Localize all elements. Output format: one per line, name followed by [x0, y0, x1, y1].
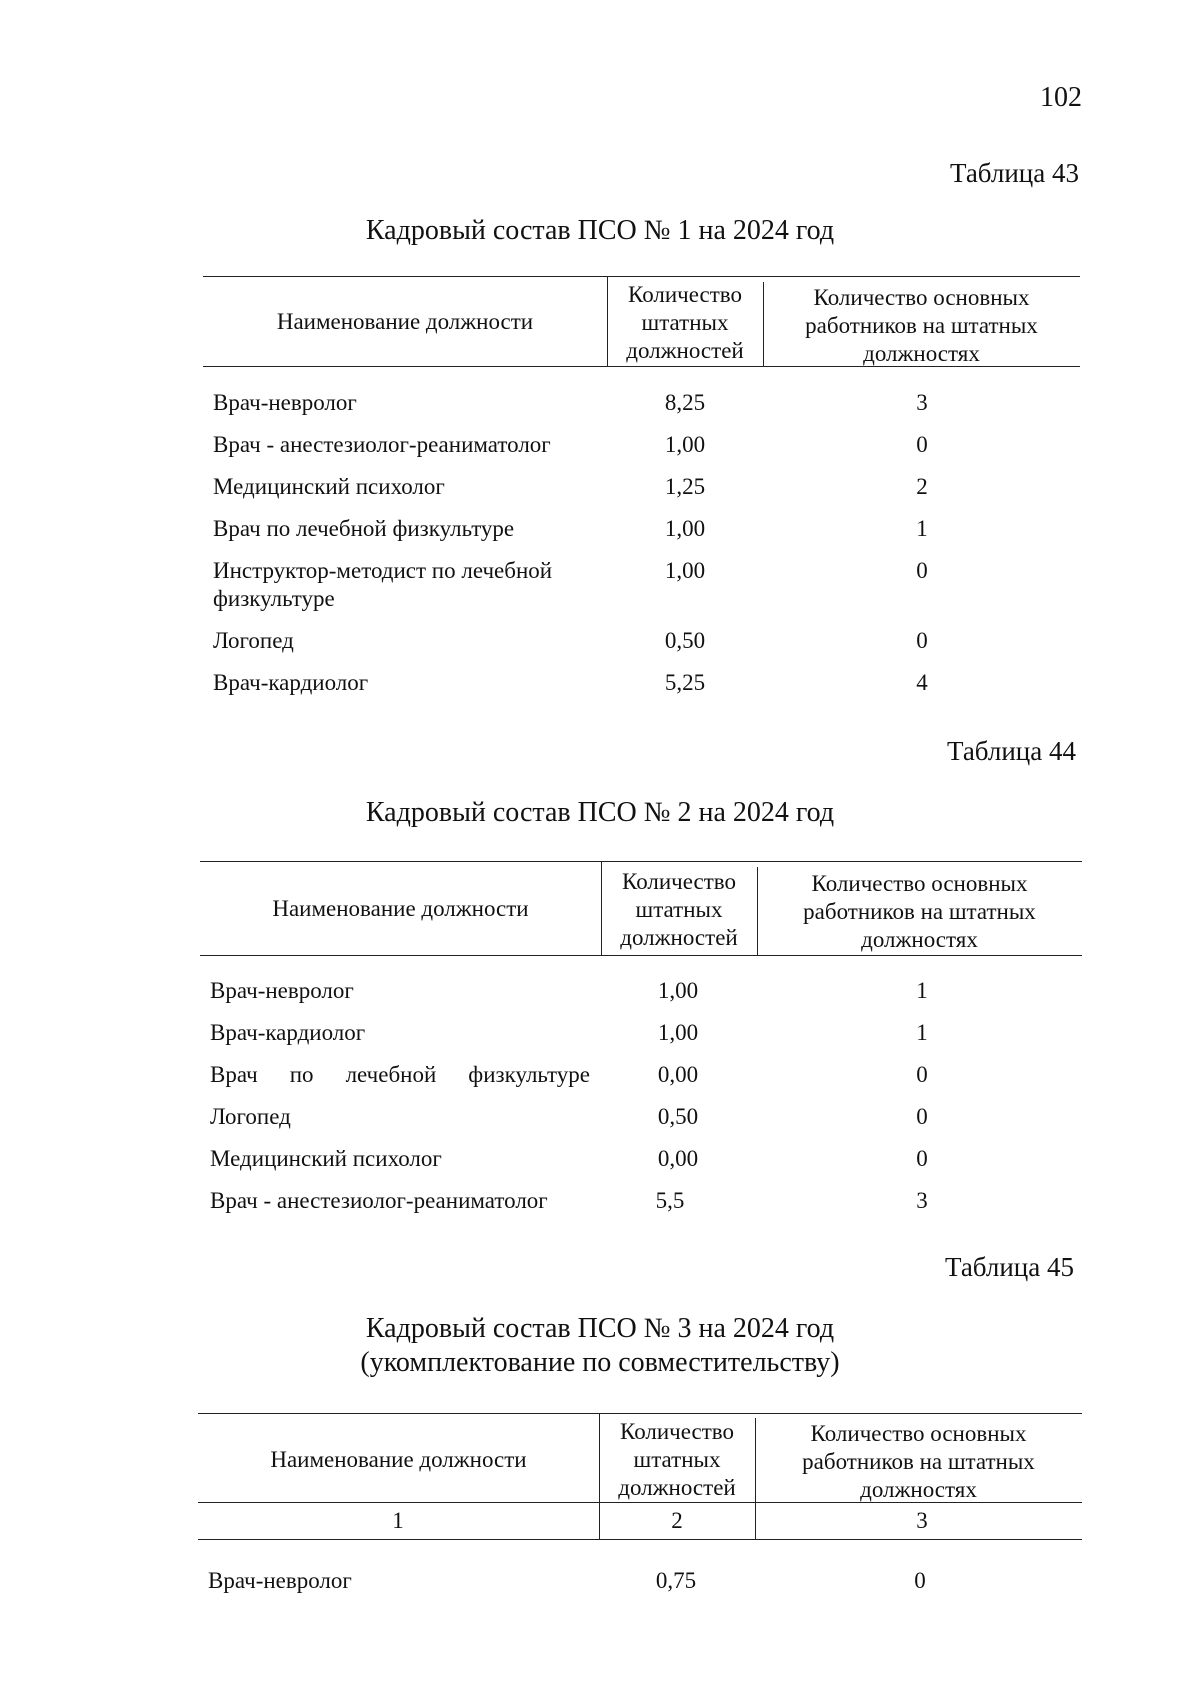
column-number: 1	[392, 1508, 404, 1533]
table-44-label: Таблица 44	[947, 736, 1076, 766]
table-header-rule	[200, 955, 1082, 956]
table-43-title: Кадровый состав ПСО № 1 на 2024 год	[365, 215, 835, 246]
header-staff-count: Количество штатных должностей	[620, 869, 738, 950]
column-number: 2	[671, 1508, 683, 1533]
table-top-rule	[203, 276, 1080, 277]
table-top-rule	[198, 1413, 1082, 1414]
header-name: Наименование должности	[276, 309, 534, 334]
header-workers-count: Количество основных работников на штатных должностях	[805, 285, 1038, 366]
column-number: 3	[916, 1508, 928, 1533]
table-43-label: Таблица 43	[950, 158, 1079, 188]
table-45-label: Таблица 45	[945, 1252, 1074, 1282]
header-workers-count: Количество основных работников на штатных должностях	[802, 1421, 1035, 1502]
table-44-title: Кадровый состав ПСО № 2 на 2024 год	[365, 797, 835, 828]
header-staff-count: Количество штатных должностей	[626, 282, 744, 363]
header-workers-count: Количество основных работников на штатных должностях	[803, 871, 1036, 952]
header-name: Наименование должности	[270, 1447, 527, 1472]
page-number: 102	[1040, 82, 1082, 113]
table-numbers-rule	[198, 1539, 1082, 1540]
header-staff-count: Количество штатных должностей	[618, 1419, 736, 1500]
table-top-rule	[200, 861, 1082, 862]
header-name: Наименование должности	[272, 896, 529, 921]
table-45-title: Кадровый состав ПСО № 3 на 2024 год (укомплектование по совместительству)	[360, 1313, 840, 1378]
